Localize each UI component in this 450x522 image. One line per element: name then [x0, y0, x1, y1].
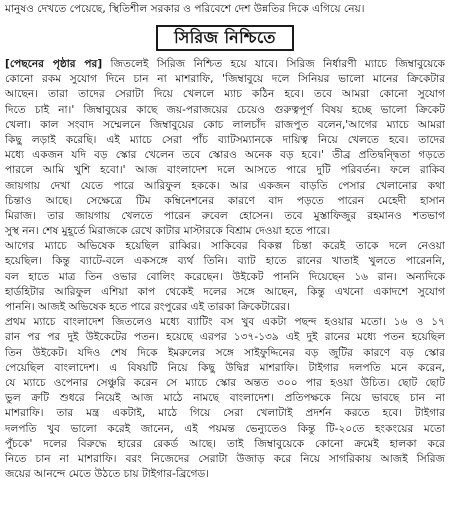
article-line: চিন্তাও আছে। সেক্ষেত্রে টিম কম্বিনেশনের কারণে বাদ পড়তে পারেন মেহেদী হাসান [5, 194, 445, 207]
article-line: দিতে চাই না।' জিম্বাবুয়ের কাছে জয়-পরাজয়ের চেয়েও গুরুত্বপূর্ণ বিষয় হচ্ছে ভালো ক্রিকেট [5, 103, 445, 116]
article-line: মাশরাফি। তার মন্ত্র একটাই, মাঠে গিয়ে সেরা খেলাটাই প্রদর্শন করতে হবে। টাইগার [5, 407, 445, 420]
article-line [5, 57, 445, 72]
article-line: দলপতি খুব ভালো করেই জানেন, এই পয়মন্ত ভেন্যুতেও কিন্তু টি-২০তে হংকংয়ের মতো [5, 422, 445, 435]
article-line: ভুল ক্রটি শুধরে নিয়েই আজ মাঠে নামছে বাংলাদেশ। প্রতিপক্ষকে নিয়ে ভাবছে চান না [5, 392, 445, 405]
article-line: আছেন। তারা তাদের সেরাটা দিয়ে খেললে ম্যাচ কঠিন হবে। তবে আমরা কোনো সুযোগ [5, 88, 445, 101]
article-line: তিন উইকেট। যদিও শেষ দিকে ইমরুলের সঙ্গে সাইফুদ্দিনের বড় জুটির কারণে বড় স্কোর [5, 346, 445, 359]
article-line: হার্ডহিটার আরিফুল এশিয়া কাপ থেকেই দলের সঙ্গে আছেন, কিন্তু এখনো একাদশে সুযোগ [5, 285, 445, 298]
headline: সিরিজ নিশ্চিতে [156, 25, 294, 51]
article-line: জায়গায় দেখা যেতে পারে আরিফুল হককে। আর একজন বাড়তি পেসার খেলানোর কথা [5, 179, 445, 192]
article-line: মধ্যে একজন যদি বড় স্কোর খেলেন তবে স্কোরও অনেক বড় হবে।' তীব্র প্রতিদ্বন্দ্বিতা গড়তে [5, 149, 445, 162]
article-line: পাননি। আজই অভিষেক হতে পারে রংপুরের এই তারকা ক্রিকেটারের। [5, 301, 290, 313]
article-line: খেলা। কাল সংবাদ সম্মেলনে জিম্বাবুয়ের কোচ লালচাঁদ রাজপুত বলেন,'আগের ম্যাচে আমরা [5, 118, 445, 131]
article-line: যে ম্যাচে ওপেনার সেঞ্চুরি করেন সে ম্যাচে স্কোর অন্তত ৩০০ পার হওয়া উচিত। ছোট ছোট [5, 376, 445, 389]
article-line: জয়ের আনন্দে মেতে উঠতে চায় টাইগার-ব্রিগেড। [5, 468, 210, 481]
article-line: মিরাজ। তার জায়গায় খেলতে পারেন রুবেল হোসেন। তবে মুস্তাফিজুর রহমানও শতভাগ [5, 209, 445, 222]
article-line: নিতে চান না মাশরাফি। বরং নিজেদের সেরাটা উজাড় করে নিয়ে সাগরিকায় আজই সিরিজ [5, 452, 445, 465]
article-line: কোনো রকম সুযোগ দিনে চান না মাশরাফি, 'জিম্বাবুয়ে দলে সিনিয়র ভালো মানের ক্রিকেটার [5, 73, 445, 86]
article-line: কিছু লড়াই করেছি। এই ম্যাচে সেরা পাঁচ ব্যাটসম্যানকে দায়িত্ব নিয়ে খেলতে হবে। তাদের [5, 133, 445, 146]
first-line-text: জিতলেই সিরিজ নিশ্চিত হয়ে যাবে। সিরিজ নির্ধারণী ম্যাচে জিম্বাবুয়েকে [102, 58, 445, 70]
article-line: প্রথম ম্যাচে বাংলাদেশ জিতলেও মধ্যে ব্যাটিং বস খুব একটা পছন্দ হওয়ার মতো। ১৬ ও ১৭ [5, 316, 445, 329]
article-body [5, 57, 445, 482]
article-line: বল হাতে মাত্র তিন ওভার বোলিং করেছেন। উইকেট পাননি দিয়েছেন ১৬ রান। অন্যদিকে [5, 270, 445, 283]
article-line: সুস্থ নন। শেষ মুহূর্তে মিরাজকে রেখে কাটার মাস্টারকে বিশ্রাম দেওয়া হতে পারে। [5, 225, 331, 238]
article-line: পারলে আমি খুশি হবো।' আজ বাংলাদেশ দলে আসতে পারে দুটি পরিবর্তন। ফলে রাকিব [5, 164, 445, 177]
article-line: পুঁচকে' দলের বিরুদ্ধে হারের রেকর্ড আছে। তাই জিম্বাবুয়েকে কোনো ক্রমেই হালকা করে [5, 437, 445, 450]
article-line: হয়েছিল। কিন্তু ব্যাটে-বলে একসঙ্গে ব্যর্থ তিনি। ব্যাট হাতে রানের খাতাই খুলতে পারেননি, [5, 255, 445, 268]
article-line: রান পর পর দুই উইকেটের পতন। হয়েছে এরপর ১৩৭-১৩৯ এই দুই রানের মধ্যে পতন হয়েছিল [5, 331, 445, 344]
headline-container [5, 25, 445, 49]
article-line: পেয়েছিল বাংলাদেশ। এ বিষয়টি নিয়ে কিছু উদ্বিগ্ন মাশরাফি। টাইগার দলপতি মনে করেন, [5, 361, 445, 374]
previous-article-last-line: মানুষও দেখতে পেয়েছে, স্থিতিশীল সরকার ও পরিবেশে দেশ উন্নতির দিকে এগিয়ে নেয়। [5, 3, 365, 15]
continued-marker: [পেছনের পৃষ্ঠার পর] [5, 58, 103, 70]
article-line: আগের ম্যাচে অভিষেক হয়েছিল রাব্বির। সাকিবের বিকল্প চিন্তা করেই তাকে দলে নেওয়া [5, 240, 445, 253]
